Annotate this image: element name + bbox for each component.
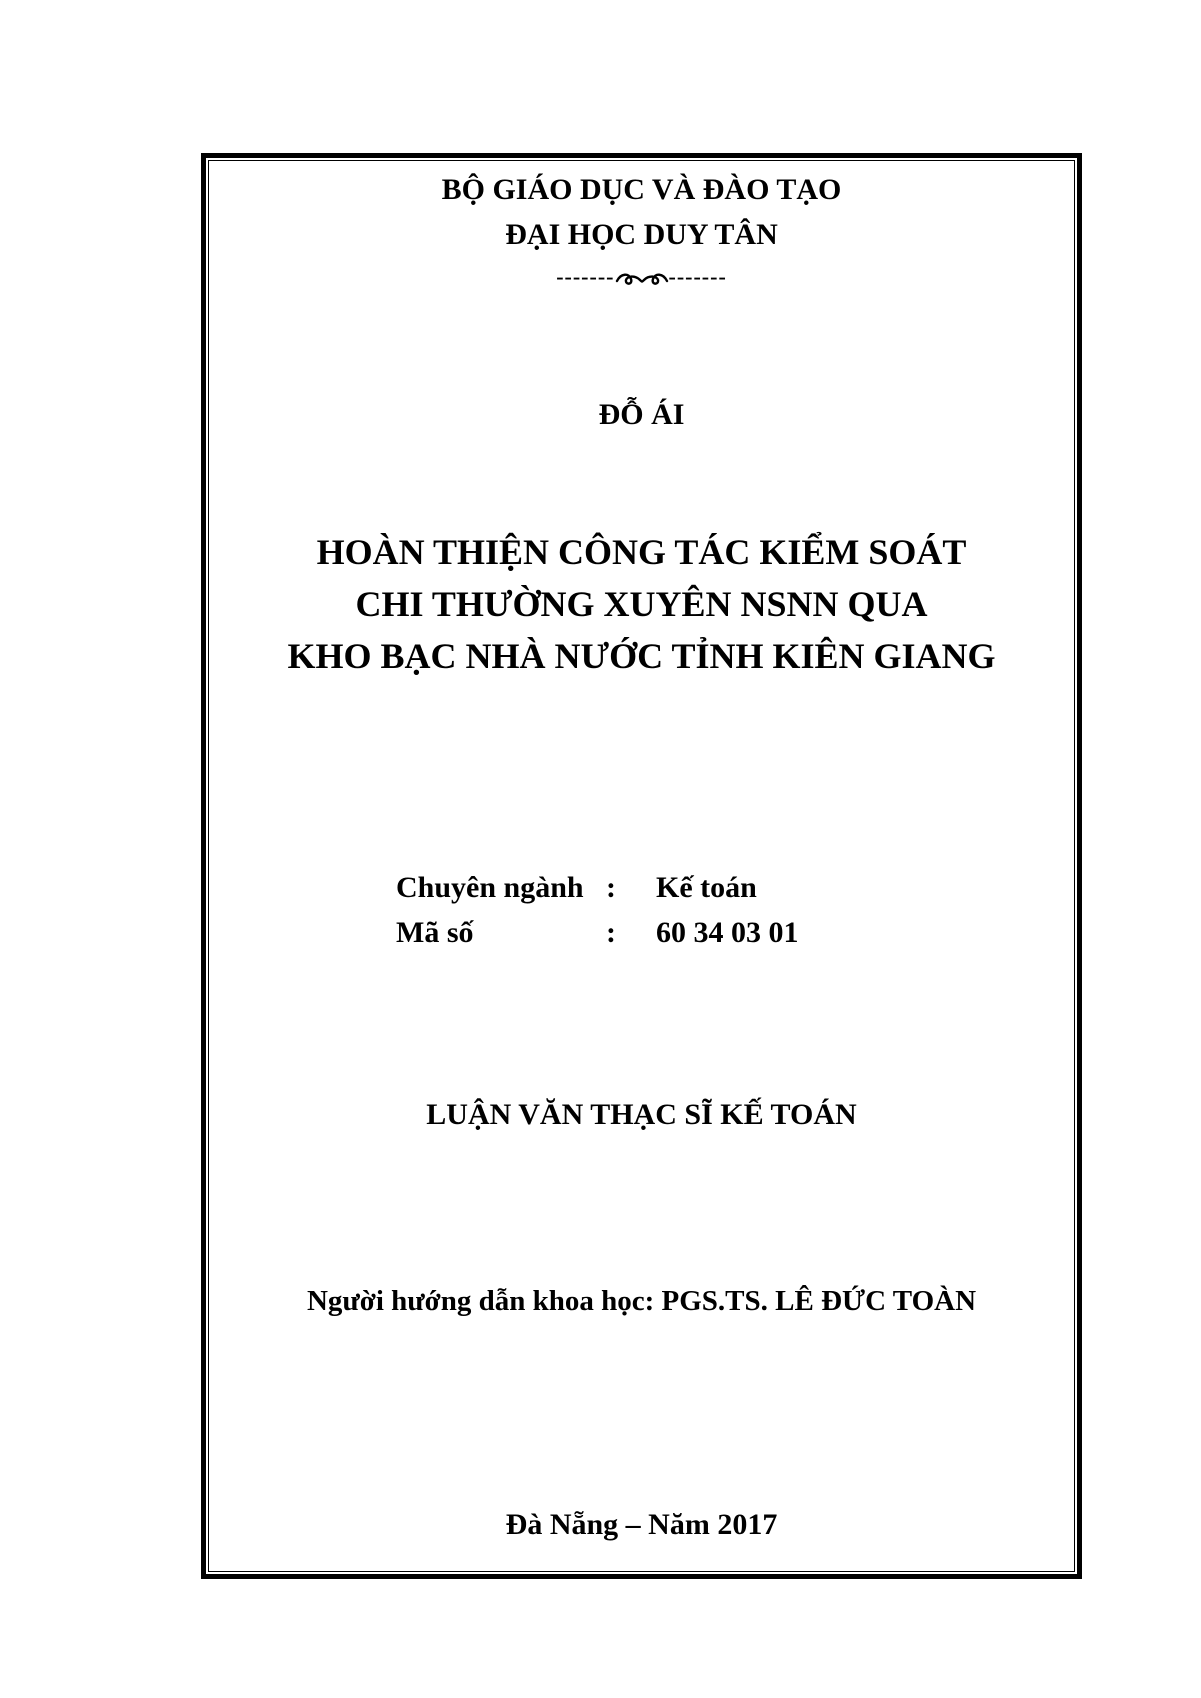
author-name: ĐỖ ÁI — [598, 398, 685, 431]
major-separator: : — [606, 871, 616, 904]
code-label: Mã số — [396, 916, 474, 949]
title-line: KHO BẠC NHÀ NƯỚC TỈNH KIÊN GIANG — [287, 636, 996, 676]
degree-type: LUẬN VĂN THẠC SĨ KẾ TOÁN — [426, 1098, 857, 1131]
flourish-icon — [615, 270, 669, 288]
major-value: Kế toán — [656, 871, 757, 904]
major-label: Chuyên ngành — [396, 871, 584, 904]
title-line: CHI THƯỜNG XUYÊN NSNN QUA — [355, 584, 928, 624]
ornament-dashes-right: ------- — [668, 264, 727, 289]
thesis-title — [208, 526, 1075, 682]
university-name: ĐẠI HỌC DUY TÂN — [505, 218, 778, 251]
page-border-inner — [208, 160, 1075, 1572]
title-line: HOÀN THIỆN CÔNG TÁC KIỂM SOÁT — [316, 532, 967, 572]
advisor-line: Người hướng dẫn khoa học: PGS.TS. LÊ ĐỨC TOÀN — [306, 1285, 977, 1317]
ornament-divider — [208, 262, 1075, 292]
code-separator: : — [606, 916, 616, 949]
place-and-year: Đà Nẵng – Năm 2017 — [505, 1508, 778, 1541]
code-value: 60 34 03 01 — [656, 916, 799, 949]
ministry-name: BỘ GIÁO DỤC VÀ ĐÀO TẠO — [441, 173, 842, 206]
ornament-dashes-left: ------- — [556, 264, 615, 289]
